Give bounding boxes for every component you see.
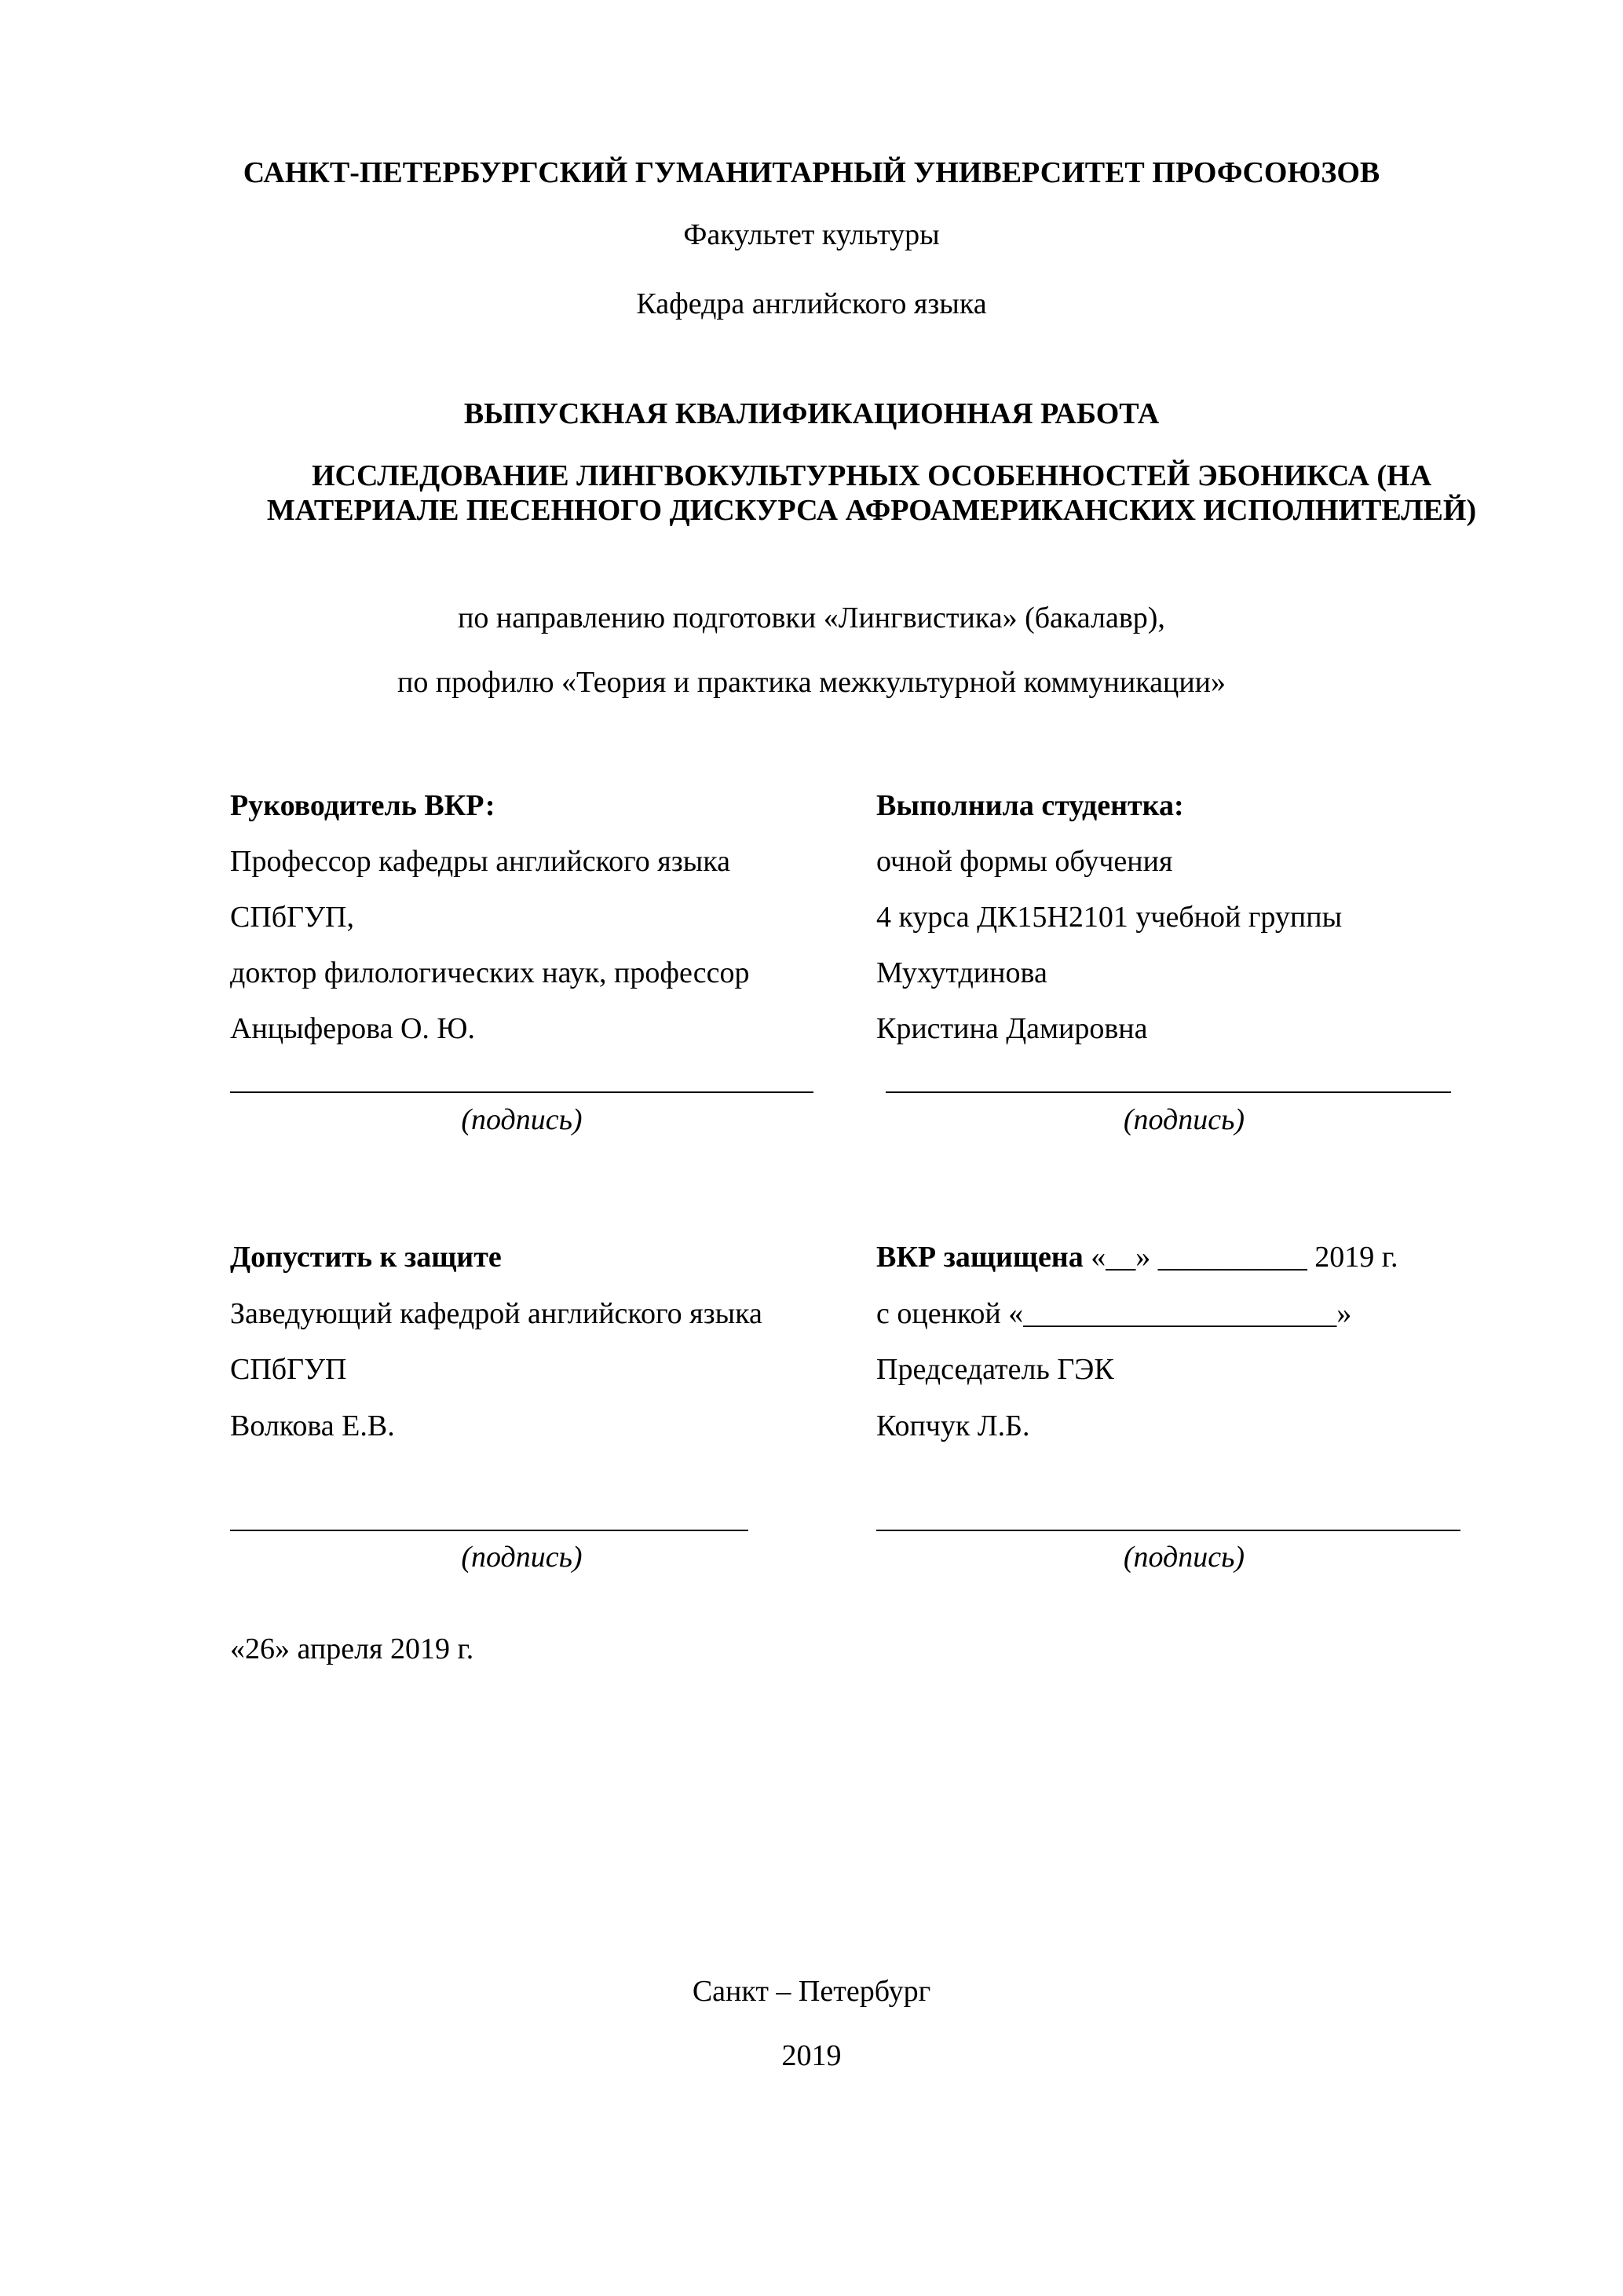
supervisor-heading: Руководитель ВКР: bbox=[230, 789, 495, 822]
admission-signature-line bbox=[230, 1530, 748, 1531]
defense-signature-line bbox=[876, 1530, 1460, 1531]
student-group: 4 курса ДК15Н2101 учебной группы bbox=[876, 901, 1343, 934]
student-signature-line bbox=[886, 1091, 1451, 1093]
defense-heading-line bbox=[876, 1239, 1398, 1275]
admission-university: СПбГУП bbox=[230, 1353, 347, 1386]
defense-heading: ВКР защищена bbox=[876, 1241, 1084, 1274]
direction-line: по направлению подготовки «Лингвистика» (бакалавр), bbox=[458, 601, 1165, 634]
supervisor-signature-line bbox=[230, 1091, 813, 1093]
supervisor-degree: доктор филологических наук, профессор bbox=[230, 956, 750, 989]
document-date: «26» апреля 2019 г. bbox=[230, 1632, 474, 1665]
supervisor-signature-caption: (подпись) bbox=[461, 1103, 583, 1136]
footer-year: 2019 bbox=[781, 2039, 842, 2072]
student-signature-caption: (подпись) bbox=[1123, 1103, 1245, 1136]
admission-name: Волкова Е.В. bbox=[230, 1409, 395, 1442]
defense-chair-label: Председатель ГЭК bbox=[876, 1353, 1114, 1386]
admission-position: Заведующий кафедрой английского языка bbox=[230, 1297, 762, 1330]
university-name: САНКТ-ПЕТЕРБУРГСКИЙ ГУМАНИТАРНЫЙ УНИВЕРСИТЕТ ПРОФСОЮЗОВ bbox=[243, 156, 1380, 189]
defense-date-blank: «__» __________ 2019 г. bbox=[1091, 1241, 1398, 1274]
supervisor-position: Профессор кафедры английского языка bbox=[230, 845, 731, 878]
footer-city: Санкт – Петербург bbox=[692, 1975, 931, 2008]
defense-chair-name: Копчук Л.Б. bbox=[876, 1409, 1030, 1442]
admission-heading: Допустить к защите bbox=[230, 1241, 502, 1274]
supervisor-university: СПбГУП, bbox=[230, 901, 354, 934]
student-surname: Мухутдинова bbox=[876, 956, 1047, 989]
student-study-form: очной формы обучения bbox=[876, 845, 1173, 878]
admission-signature-caption: (подпись) bbox=[461, 1541, 583, 1574]
work-type: ВЫПУСКНАЯ КВАЛИФИКАЦИОННАЯ РАБОТА bbox=[463, 397, 1160, 430]
faculty-name: Факультет культуры bbox=[683, 218, 940, 251]
defense-grade-line: с оценкой «_____________________» bbox=[876, 1297, 1352, 1330]
student-name: Кристина Дамировна bbox=[876, 1012, 1148, 1045]
supervisor-name: Анцыферова О. Ю. bbox=[230, 1012, 475, 1045]
work-title: ИССЛЕДОВАНИЕ ЛИНГВОКУЛЬТУРНЫХ ОСОБЕННОСТЕЙ ЭБОНИКСА (НА МАТЕРИАЛЕ ПЕСЕННОГО ДИСКУРСА АФРОАМЕРИКАНСКИХ ИСПОЛНИТЕЛЕЙ) bbox=[266, 459, 1477, 527]
student-heading: Выполнила студентка: bbox=[876, 789, 1184, 822]
profile-line: по профилю «Теория и практика межкультурной коммуникации» bbox=[397, 666, 1226, 699]
department-name: Кафедра английского языка bbox=[636, 287, 987, 320]
defense-signature-caption: (подпись) bbox=[1123, 1541, 1245, 1574]
